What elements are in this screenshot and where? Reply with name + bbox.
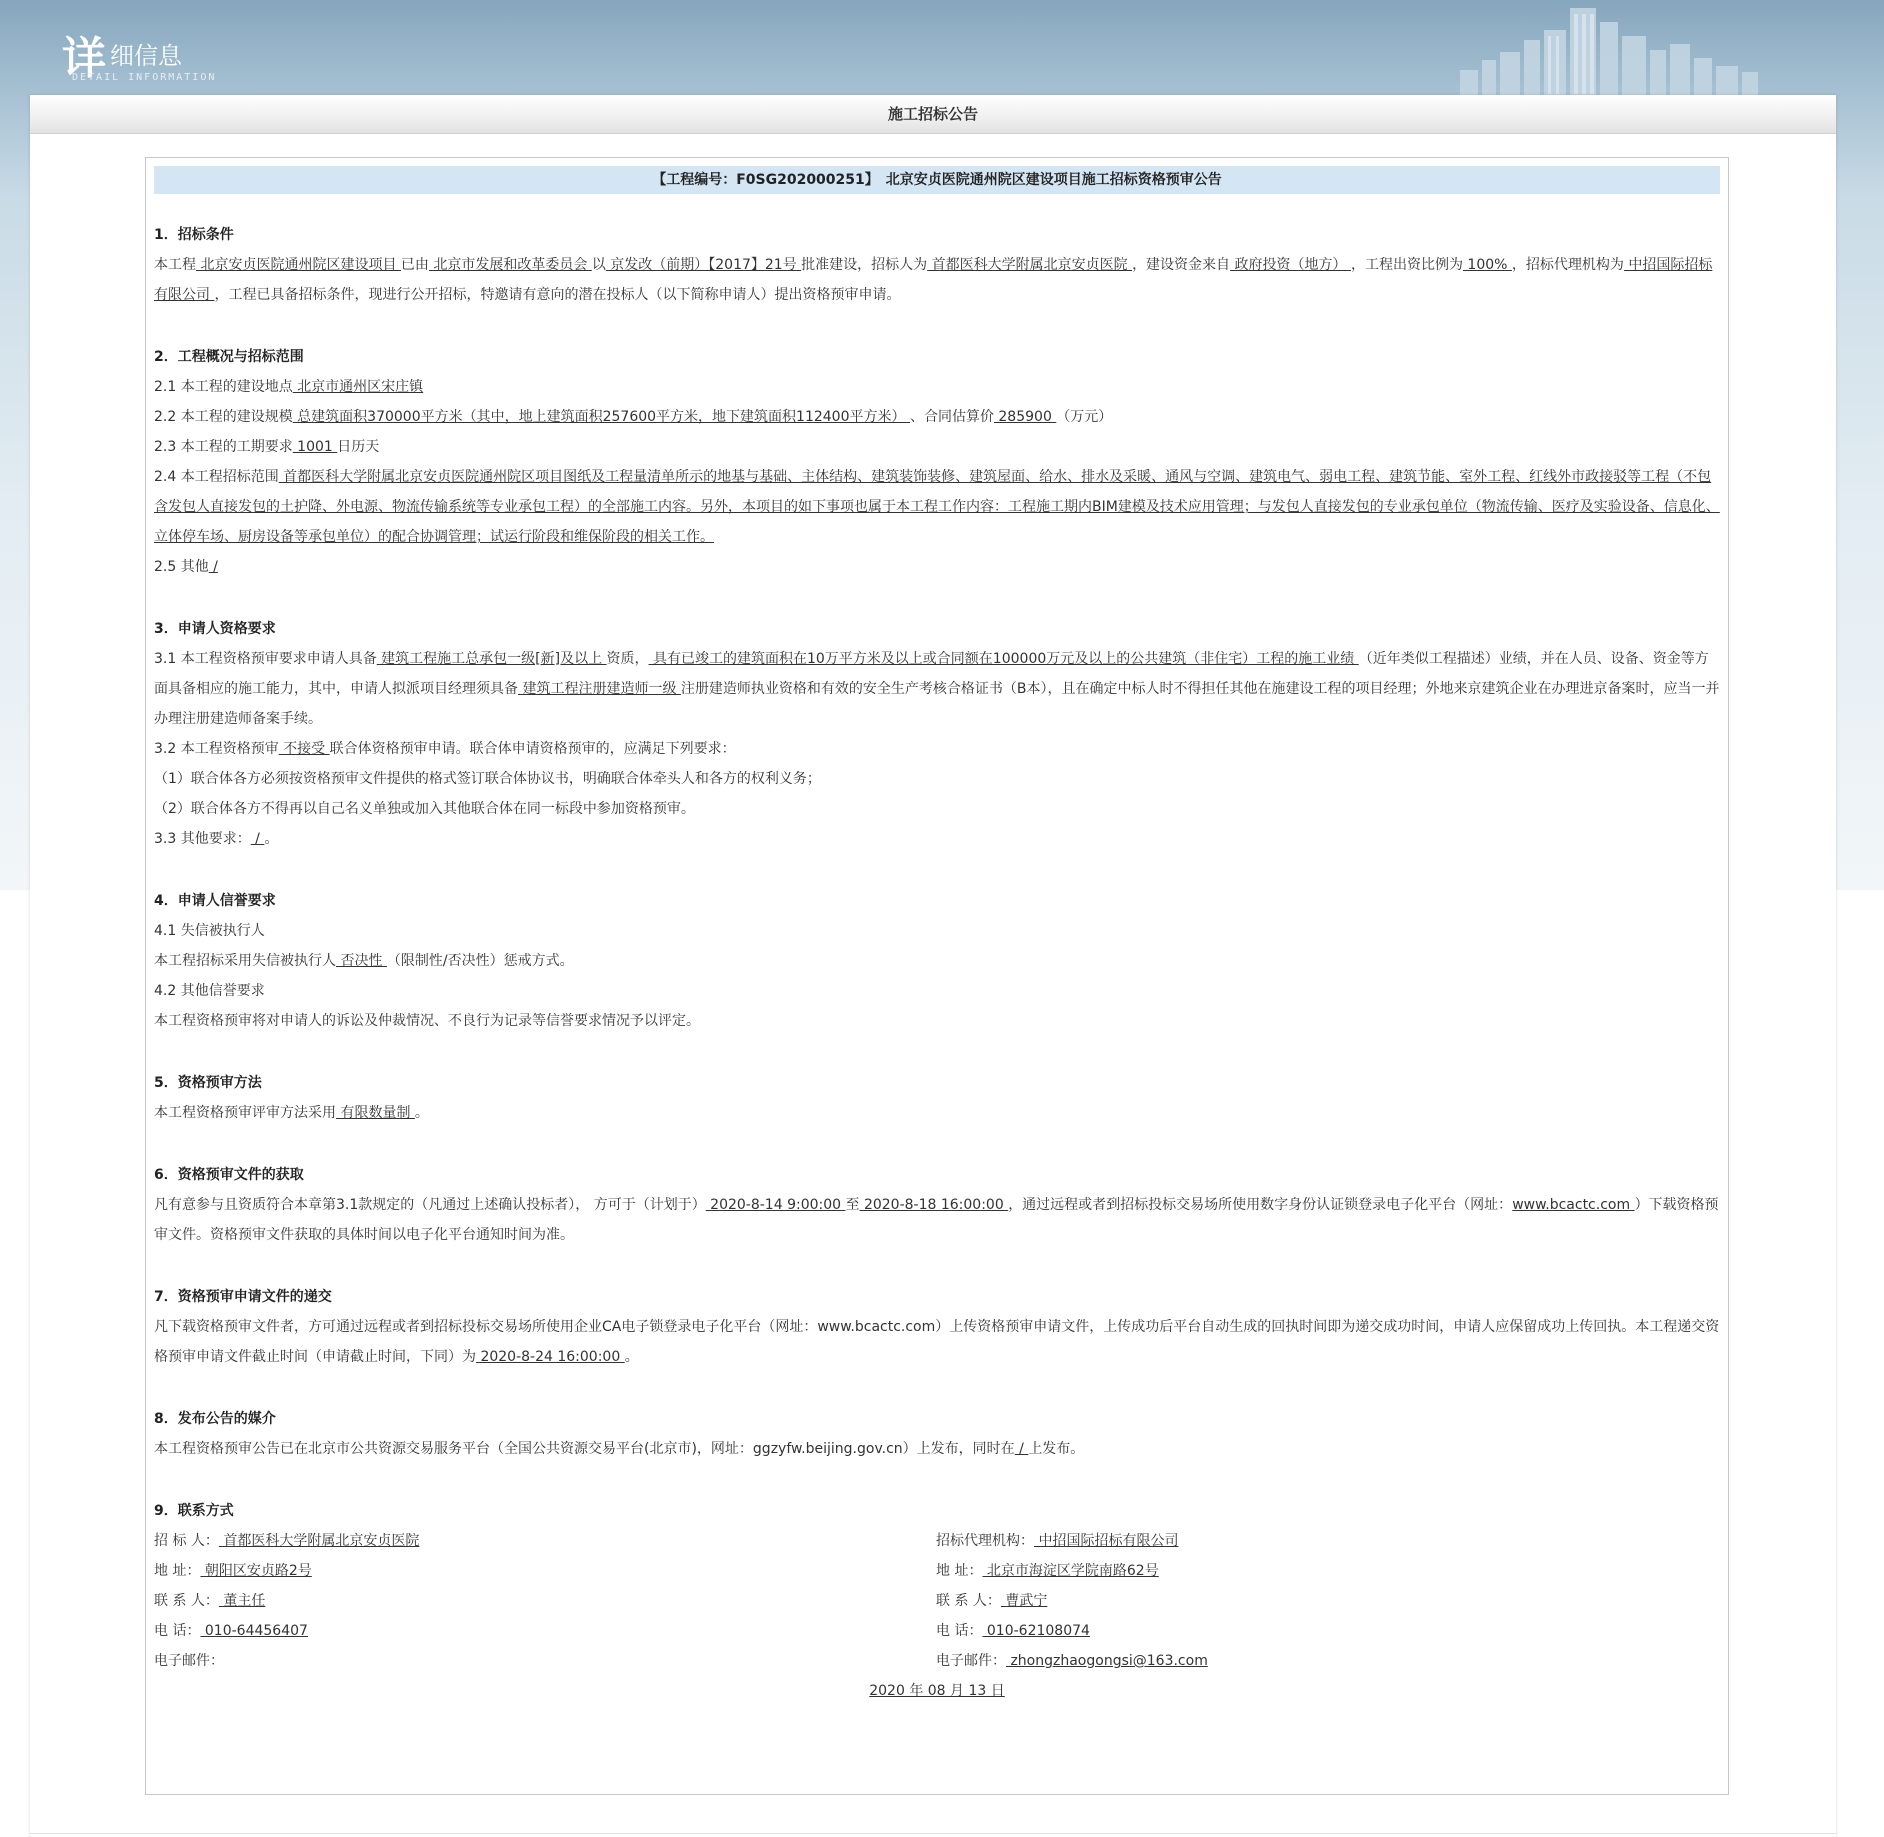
document-acquisition: 凡有意参与且资质符合本章第3.1款规定的（凡通过上述确认投标者）， 方可于（计划于） 2020-8-14 9:00:00 至 2020-8-18 16:00:00 ，通过远程或者到招标投标交易场所使用数字身份认证锁登录电子化平台（网址：www.bcactc.com ）下载资格预审文件。资格预审文件获取的具体时间以电子化平台通知时间为准。 xyxy=(154,1197,1719,1243)
city-skyline-image xyxy=(1440,0,1884,96)
qualification-requirement: 3.1 本工程资格预审要求申请人具备 建筑工程施工总承包一级[新]及以上 资质， 具有已竣工的建筑面积在10万平方米及以上或合同额在100000万元及以上的公共建筑（非住宅）工程的施工业绩 （近年类似工程描述）业绩，并在人员、设备、资金等方面具备相应的施工能力，其中，申请人拟派项目经理须具备 建筑工程注册建造师一级 注册建造师执业资格和有效的安全生产考核合格证书（B本），且在确定中标人时不得担任其他在施建设工程的项目经理；外地来京建筑企业在办理进京备案时，应当一并办理注册建造师备案手续。 xyxy=(154,651,1720,727)
publication-media: 本工程资格预审公告已在北京市公共资源交易服务平台（全国公共资源交易平台(北京市)，网址：ggzyfw.beijing.gov.cn）上发布，同时在 / 上发布。 xyxy=(154,1441,1085,1457)
agency-email-link[interactable]: zhongzhaogongsi@163.com xyxy=(1006,1653,1208,1669)
tenderee-contact: 招 标 人： 首都医科大学附属北京安贞医院 地 址： 朝阳区安贞路2号 联 系 人： 董主任 电 话： 010-64456407 电子邮件： xyxy=(154,1533,420,1669)
section-heading: 7．资格预审申请文件的递交 xyxy=(154,1289,332,1305)
panel-title: 施工招标公告 xyxy=(30,95,1836,134)
credit-item: 本工程资格预审将对申请人的诉讼及仲裁情况、不良行为记录等信誉要求情况予以评定。 xyxy=(154,1013,700,1029)
section-heading: 9．联系方式 xyxy=(154,1503,234,1519)
section-heading: 4．申请人信誉要求 xyxy=(154,893,276,909)
announcement-date: 2020 年 08 月 13 日 xyxy=(869,1683,1005,1699)
tender-scope: 2.4 本工程招标范围 首都医科大学附属北京安贞医院通州院区项目图纸及工程量清单所示的地基与基础、主体结构、建筑装饰装修、建筑屋面、给水、排水及采暖、通风与空调、建筑电气、弱电工程、建筑节能、室外工程、红线外市政接驳等工程（不包含发包人直接发包的土护降、外电源、物流传输系统等专业承包工程）的全部施工内容。另外，本项目的如下事项也属于本工程工作内容：工程施工期内BIM建模及技术应用管理；与发包人直接发包的专业承包单位（物流传输、医疗及实验设备、信息化、立体停车场、厨房设备等承包单位）的配合协调管理；试运行阶段和维保阶段的相关工作。 xyxy=(154,469,1720,545)
section-heading: 5．资格预审方法 xyxy=(154,1075,262,1091)
announcement-document xyxy=(145,157,1729,1795)
section-heading: 3．申请人资格要求 xyxy=(154,621,276,637)
project-scale: 2.2 本工程的建设规模 总建筑面积370000平方米（其中，地上建筑面积257600平方米，地下建筑面积112400平方米） 、合同估算价 285900 （万元） xyxy=(154,409,1113,425)
agency-contact: 招标代理机构： 中招国际招标有限公司 地 址： 北京市海淀区学院南路62号 联 系 人： 曹武宁 电 话： 010-62108074 电子邮件： zhongzhaogongsi@163.com xyxy=(936,1533,1208,1669)
project-location: 2.1 本工程的建设地点 北京市通州区宋庄镇 xyxy=(154,379,424,395)
other-requirement: 3.3 其他要求： / 。 xyxy=(154,831,279,847)
project-duration: 2.3 本工程的工期要求 1001 日历天 xyxy=(154,439,380,455)
submission-info: 凡下载资格预审文件者，方可通过远程或者到招标投标交易场所使用企业CA电子锁登录电子化平台（网址：www.bcactc.com）上传资格预审申请文件，上传成功后平台自动生成的回执时间即为递交成功时间，申请人应保留成功上传回执。本工程递交资格预审申请文件截止时间（申请截止时间，下同）为 2020-8-24 16:00:00 。 xyxy=(154,1319,1720,1365)
credit-item: 4.1 失信被执行人 xyxy=(154,923,265,939)
announcement-body xyxy=(154,220,1720,1706)
credit-item: 本工程招标采用失信被执行人 否决性 （限制性/否决性）惩戒方式。 xyxy=(154,953,574,969)
logo-sub-text: 细信息 xyxy=(110,42,182,70)
section-heading: 2．工程概况与招标范围 xyxy=(154,349,304,365)
section-heading: 1．招标条件 xyxy=(154,227,234,243)
detail-panel xyxy=(30,95,1836,1837)
platform-link[interactable]: www.bcactc.com xyxy=(1512,1197,1635,1213)
other-info: 2.5 其他 / xyxy=(154,559,218,575)
contact-info xyxy=(154,1526,1720,1676)
consortium-rule-2: （2）联合体各方不得再以自己名义单独或加入其他联合体在同一标段中参加资格预审。 xyxy=(154,801,695,817)
tender-conditions-text: 本工程 北京安贞医院通州院区建设项目 已由 北京市发展和改革委员会 以 京发改（前期）【2017】21号 批准建设，招标人为 首都医科大学附属北京安贞医院 ，建设资金来自 政府投资（地方） ，工程出资比例为 100% ，招标代理机构为 中招国际招标有限公司 ，工程已具备招标条件，现进行公开招标，特邀请有意向的潜在投标人（以下简称申请人）提出资格预审申请。 xyxy=(154,257,1713,303)
consortium-requirement: 3.2 本工程资格预审 不接受 联合体资格预审申请。联合体申请资格预审的，应满足下列要求： xyxy=(154,741,736,757)
logo-main-char: 详 xyxy=(62,33,107,84)
section-heading: 8．发布公告的媒介 xyxy=(154,1411,276,1427)
review-method: 本工程资格预审评审方法采用 有限数量制 。 xyxy=(154,1105,429,1121)
announcement-title: 【工程编号：F0SG202000251】 北京安贞医院通州院区建设项目施工招标资格预审公告 xyxy=(154,166,1720,194)
section-heading: 6．资格预审文件的获取 xyxy=(154,1167,304,1183)
footer-divider xyxy=(30,1833,1836,1834)
credit-item: 4.2 其他信誉要求 xyxy=(154,983,265,999)
consortium-rule-1: （1）联合体各方必须按资格预审文件提供的格式签订联合体协议书，明确联合体牵头人和各方的权利义务； xyxy=(154,771,821,787)
logo-english-text: DETAIL INFORMATION xyxy=(72,72,217,83)
